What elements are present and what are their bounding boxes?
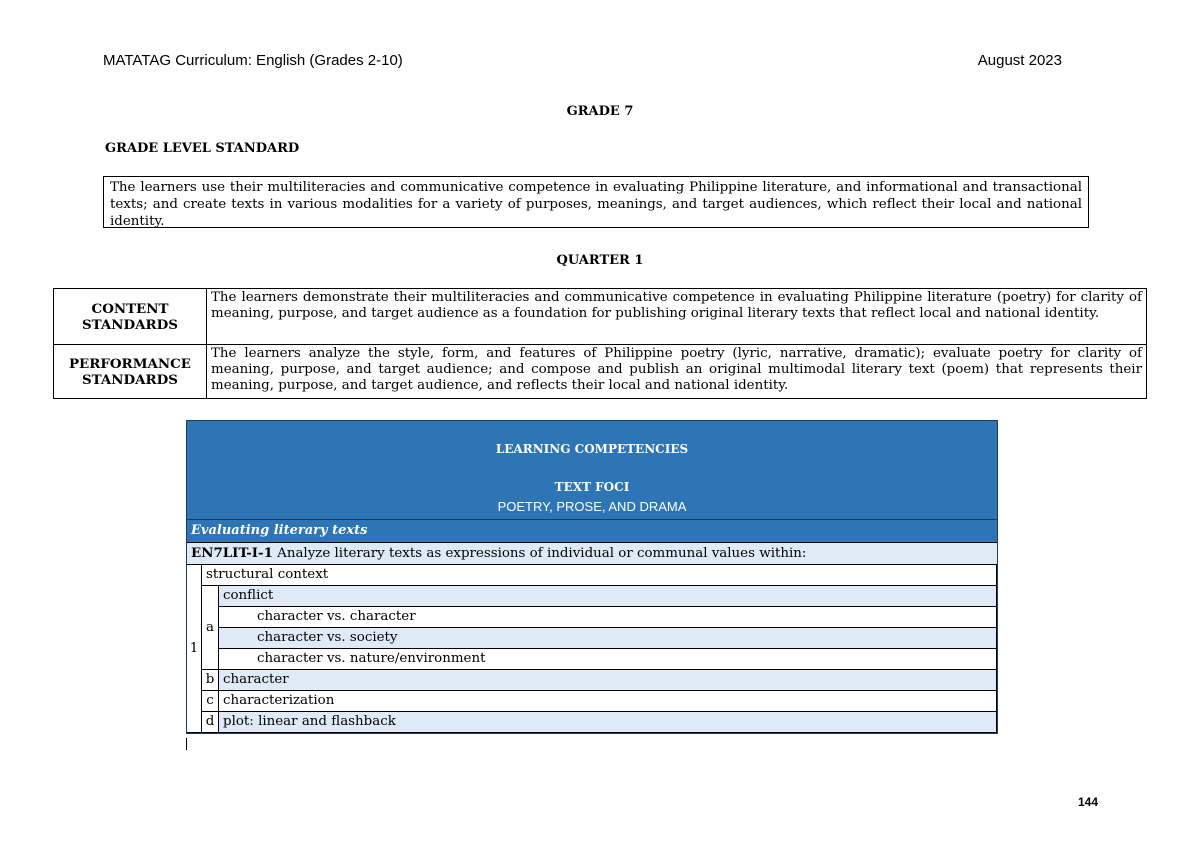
characterization: characterization — [219, 691, 997, 712]
competency-code: EN7LIT-I-1 — [191, 545, 273, 561]
content-standards-text: The learners demonstrate their multiliteracies and communicative competence in evaluating Philippine literature (poetry) for clarity of meaning, purpose, and target audience as a foundation for publishing original literary texts that reflect local and national identity. — [207, 289, 1147, 345]
standards-table — [53, 288, 1147, 399]
document-title: MATATAG Curriculum: English (Grades 2-10) — [103, 52, 403, 69]
list-item — [187, 586, 997, 607]
character-vs-character: character vs. character — [219, 607, 997, 628]
letter-b: b — [202, 670, 219, 691]
competency-items — [187, 564, 997, 733]
content-label-line-1: CONTENT — [91, 300, 169, 317]
content-standards-row — [54, 289, 1147, 345]
letter-a: a — [202, 586, 219, 670]
structural-context: structural context — [202, 565, 997, 586]
competencies-title: LEARNING COMPETENCIES — [495, 442, 689, 456]
performance-standards-text: The learners analyze the style, form, and features of Philippine poetry (lyric, narrative, dramatic); evaluate poetry for clarity of meaning, purpose, and target audience; and compose and publish an original multimodal literary text (poem) that represents their meaning, purpose, and target audience, and reflects their local and national identity. — [207, 345, 1147, 399]
conflict: conflict — [219, 586, 997, 607]
plot: plot: linear and flashback — [219, 712, 997, 733]
content-standards-label — [54, 289, 207, 345]
competency-description: Analyze literary texts as expressions of individual or communal values within: — [272, 546, 807, 561]
performance-label-line-2: STANDARDS — [82, 371, 178, 388]
competency-code-row — [187, 542, 997, 564]
grade-title: GRADE 7 — [566, 104, 634, 119]
character-vs-nature: character vs. nature/environment — [219, 649, 997, 670]
page-number: 144 — [1077, 795, 1098, 809]
performance-standards-label — [54, 345, 207, 399]
performance-standards-row — [54, 345, 1147, 399]
content-label-line-2: STANDARDS — [82, 316, 178, 333]
text-foci-subtitle: POETRY, PROSE, AND DRAMA — [497, 499, 687, 514]
list-item — [187, 712, 997, 733]
item-number: 1 — [187, 565, 202, 733]
list-item — [187, 628, 997, 649]
section-evaluating-literary-texts: Evaluating literary texts — [187, 519, 997, 542]
list-item — [187, 691, 997, 712]
list-item — [187, 565, 997, 586]
table-continuation-line — [186, 738, 187, 750]
letter-c: c — [202, 691, 219, 712]
competencies-header — [187, 421, 997, 519]
learning-competencies-table — [186, 420, 998, 734]
document-date: August 2023 — [977, 52, 1062, 69]
list-item — [187, 607, 997, 628]
grade-level-standard-box: The learners use their multiliteracies and communicative competence in evaluating Philippine literature, and informational and transactional texts; and create texts in various modalities for a variety of purposes, meanings, and target audiences, which reflect their local and national identity. — [103, 176, 1089, 228]
quarter-title: QUARTER 1 — [556, 253, 644, 268]
text-foci-title: TEXT FOCI — [554, 480, 630, 494]
letter-d: d — [202, 712, 219, 733]
list-item — [187, 649, 997, 670]
list-item — [187, 670, 997, 691]
performance-label-line-1: PERFORMANCE — [68, 355, 192, 372]
grade-level-standard-heading: GRADE LEVEL STANDARD — [105, 141, 300, 156]
character-vs-society: character vs. society — [219, 628, 997, 649]
character: character — [219, 670, 997, 691]
